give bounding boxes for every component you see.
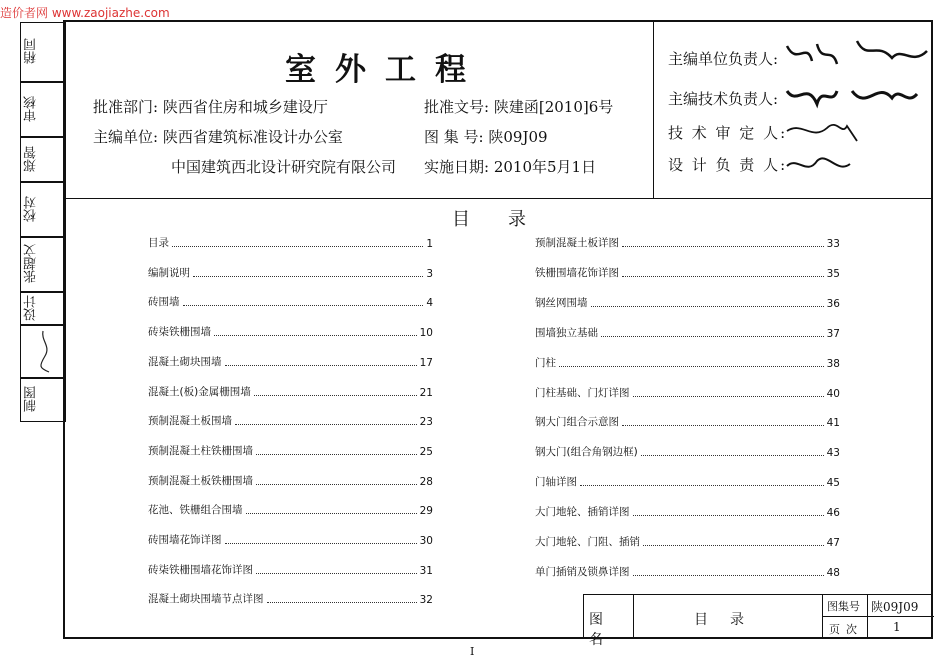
toc-leader-dots [622, 425, 824, 426]
doc-no-label: 批准文号: [424, 98, 490, 116]
toc-entry [535, 444, 840, 459]
toc-leader-dots [267, 602, 417, 603]
toc-entry-label: 预制混凝土板围墙 [148, 415, 232, 428]
toc-entry-page: 48 [826, 566, 840, 579]
toc-entry-page: 37 [826, 327, 840, 340]
toc-leader-dots [214, 335, 417, 336]
atlas-no [424, 126, 548, 147]
strip-cell-signature [20, 325, 66, 378]
chief-org-label: 主编单位: [93, 128, 159, 146]
doc-no [424, 96, 613, 117]
approval-dept-value: 陕西省住房和城乡建设厅 [162, 98, 328, 116]
strip-cell-designer [20, 237, 66, 292]
toc-leader-dots [591, 306, 824, 307]
toc-entry-page: 23 [419, 416, 433, 429]
toc-entry-label: 钢大门组合示意图 [535, 416, 619, 429]
tb-meta-divider [867, 595, 868, 639]
effective-date [424, 156, 596, 177]
toc-entry-page: 30 [419, 535, 433, 547]
toc-entry [148, 591, 433, 606]
approval-dept [93, 96, 328, 117]
toc-entry-page: 31 [419, 564, 433, 577]
toc-entry-label: 门柱基础、门灯详图 [535, 386, 630, 399]
toc-leader-dots [622, 276, 824, 277]
design-lead-label: 设 计 负 责 人: [668, 156, 788, 174]
toc-entry [148, 502, 433, 517]
toc-leader-dots [622, 246, 824, 247]
chief-org [93, 126, 343, 147]
toc-entry [148, 562, 433, 577]
header-divider [653, 20, 654, 199]
strip-cell-proofread [20, 182, 66, 237]
toc-entry-label: 钢丝网围墙 [535, 296, 588, 309]
toc-entry [148, 413, 433, 428]
toc-entry-page: 21 [419, 386, 433, 399]
strip-cell-review [20, 82, 66, 137]
toc-entry-label: 混凝土(板)金属栅围墙 [148, 385, 251, 398]
toc-entry-page: 10 [419, 327, 433, 340]
toc-leader-dots [225, 543, 417, 544]
toc-entry-page: 1 [426, 238, 433, 250]
chief-tech-label: 主编技术负责人: [668, 90, 779, 108]
toc-entry [535, 265, 840, 280]
toc-entry-page: 28 [419, 475, 433, 488]
toc-entry-label: 围墙独立基础 [535, 326, 598, 339]
toc-entry-page: 45 [826, 477, 840, 490]
page-title: 室外工程 [285, 52, 485, 88]
strip-label: 郑智 [24, 146, 39, 172]
approval-dept-label: 批准部门: [93, 98, 159, 116]
toc-entry-label: 混凝土砌块围墙 [148, 355, 222, 368]
toc-entry [148, 324, 433, 339]
strip-label: 设计 [24, 295, 39, 321]
toc-leader-dots [256, 484, 417, 485]
toc-leader-dots [225, 365, 417, 366]
toc-entry-label: 钢大门(组合角钢边框) [535, 446, 638, 459]
toc-entry-page: 4 [426, 297, 433, 310]
toc-entry [535, 355, 840, 370]
toc-leader-dots [580, 485, 824, 486]
toc-entry [148, 294, 433, 309]
effective-date-label: 实施日期: [424, 158, 490, 176]
toc-entry [535, 385, 840, 400]
tb-page-label: 页次 [829, 623, 863, 636]
toc-entry [535, 325, 840, 340]
strip-cell-proofreader [20, 137, 66, 182]
toc-entry-label: 砖柒铁栅围墙花饰详图 [148, 563, 253, 576]
toc-entry-label: 预制混凝土柱铁栅围墙 [148, 444, 253, 457]
toc-leader-dots [235, 424, 417, 425]
atlas-no-label: 图 集 号: [424, 128, 484, 146]
toc-leader-dots [254, 395, 417, 396]
toc-entry-label: 混凝土砌块围墙节点详图 [148, 593, 264, 606]
toc-entry-page: 40 [826, 387, 840, 400]
atlas-no-value: 陕09J09 [488, 128, 548, 146]
toc-leader-dots [633, 396, 824, 397]
tb-page-value: 1 [893, 620, 901, 634]
toc-entry-label: 编制说明 [148, 266, 190, 279]
toc-entry-label: 砖柒铁栅围墙 [148, 326, 211, 339]
strip-cell-design [20, 292, 66, 325]
toc-leader-dots [183, 305, 424, 306]
signature-mark [21, 326, 65, 376]
tb-name-label: 图名 [589, 612, 615, 648]
toc-leader-dots [559, 366, 824, 367]
strip-cell-reviewer [20, 22, 66, 82]
toc-entry-page: 33 [826, 238, 840, 250]
toc-leader-dots [601, 336, 824, 337]
strip-cell-drawing [20, 378, 66, 422]
toc-entry [535, 474, 840, 489]
toc-entry [148, 473, 433, 488]
toc-entry-page: 25 [419, 445, 433, 458]
toc-leader-dots [256, 573, 417, 574]
toc-entry-label: 砖围墙 [148, 296, 180, 309]
toc-entry-label: 预制混凝土板详图 [535, 237, 619, 249]
toc-entry-page: 3 [426, 267, 433, 280]
toc-entry-label: 门柱 [535, 356, 556, 369]
toc-entry-label: 门轴详图 [535, 476, 577, 489]
toc-entry [535, 504, 840, 519]
chief-org-2: 中国建筑西北设计研究院有限公司 [171, 158, 397, 176]
toc-entry [148, 265, 433, 280]
toc-leader-dots [246, 513, 417, 514]
strip-label: 校对 [24, 196, 39, 222]
toc-leader-dots [193, 276, 423, 277]
toc-entry [535, 564, 840, 579]
toc-leader-dots [633, 515, 824, 516]
toc-entry-label: 预制混凝土板铁栅围墙 [148, 474, 253, 487]
toc-entry-page: 36 [826, 297, 840, 310]
approval-strip [20, 22, 66, 422]
footer-page-number: I [470, 645, 475, 658]
toc-entry-label: 花池、铁栅组合围墙 [148, 504, 243, 517]
tb-atlas-label: 图集号 [827, 600, 860, 613]
chief-org-value: 陕西省建筑标准设计办公室 [162, 128, 343, 146]
toc-entry [148, 354, 433, 369]
toc-entry-label: 单门插销及锁鼻详图 [535, 565, 630, 578]
toc-entry-label: 砖围墙花饰详图 [148, 534, 222, 546]
tech-review-label: 技 术 审 定 人: [668, 124, 788, 142]
toc-entry-label: 铁栅围墙花饰详图 [535, 266, 619, 279]
toc-leader-dots [172, 246, 423, 247]
toc-entry [535, 235, 840, 250]
toc-entry [148, 443, 433, 458]
toc-entry-label: 大门地轮、插销详图 [535, 506, 630, 519]
toc-entry-page: 17 [419, 356, 433, 369]
strip-label: 制图 [24, 386, 39, 412]
toc-entry-page: 38 [826, 357, 840, 370]
effective-date-value: 2010年5月1日 [493, 158, 597, 176]
toc-entry-page: 43 [826, 447, 840, 460]
toc-leader-dots [256, 454, 417, 455]
handwritten-signatures [782, 36, 932, 186]
strip-label: 张超文 [24, 244, 39, 284]
tb-name-cell [584, 595, 634, 648]
chief-unit-label: 主编单位负责人: [668, 50, 779, 68]
toc-entry-page: 46 [826, 507, 840, 520]
tb-meta [822, 595, 934, 639]
toc-leader-dots [633, 575, 824, 576]
toc-entry [535, 295, 840, 310]
toc-entry [148, 384, 433, 399]
toc-entry [535, 414, 840, 429]
title-block [583, 594, 933, 648]
tb-name-value: 目录 [694, 612, 766, 628]
toc-entry-page: 32 [419, 594, 433, 607]
strip-label: 稍同 [24, 38, 39, 64]
watermark: 造价者网 www.zaojiazhe.com [0, 6, 170, 20]
tb-atlas-value: 陕09J09 [871, 600, 919, 614]
doc-no-value: 陕建函[2010]6号 [493, 98, 614, 116]
toc-entry-page: 41 [826, 417, 840, 430]
toc-leader-dots [643, 545, 824, 546]
toc-entry [148, 235, 433, 250]
toc-entry [535, 534, 840, 549]
toc-entry-label: 大门地轮、门阻、插销 [535, 536, 640, 548]
strip-label: 审核 [24, 96, 39, 122]
toc-entry-page: 47 [826, 537, 840, 549]
toc-entry-label: 目录 [148, 237, 169, 249]
toc-entry-page: 29 [419, 505, 433, 518]
toc-leader-dots [641, 455, 824, 456]
toc-entry [148, 532, 433, 547]
toc-heading: 目录 [452, 209, 564, 230]
toc-entry-page: 35 [826, 267, 840, 280]
